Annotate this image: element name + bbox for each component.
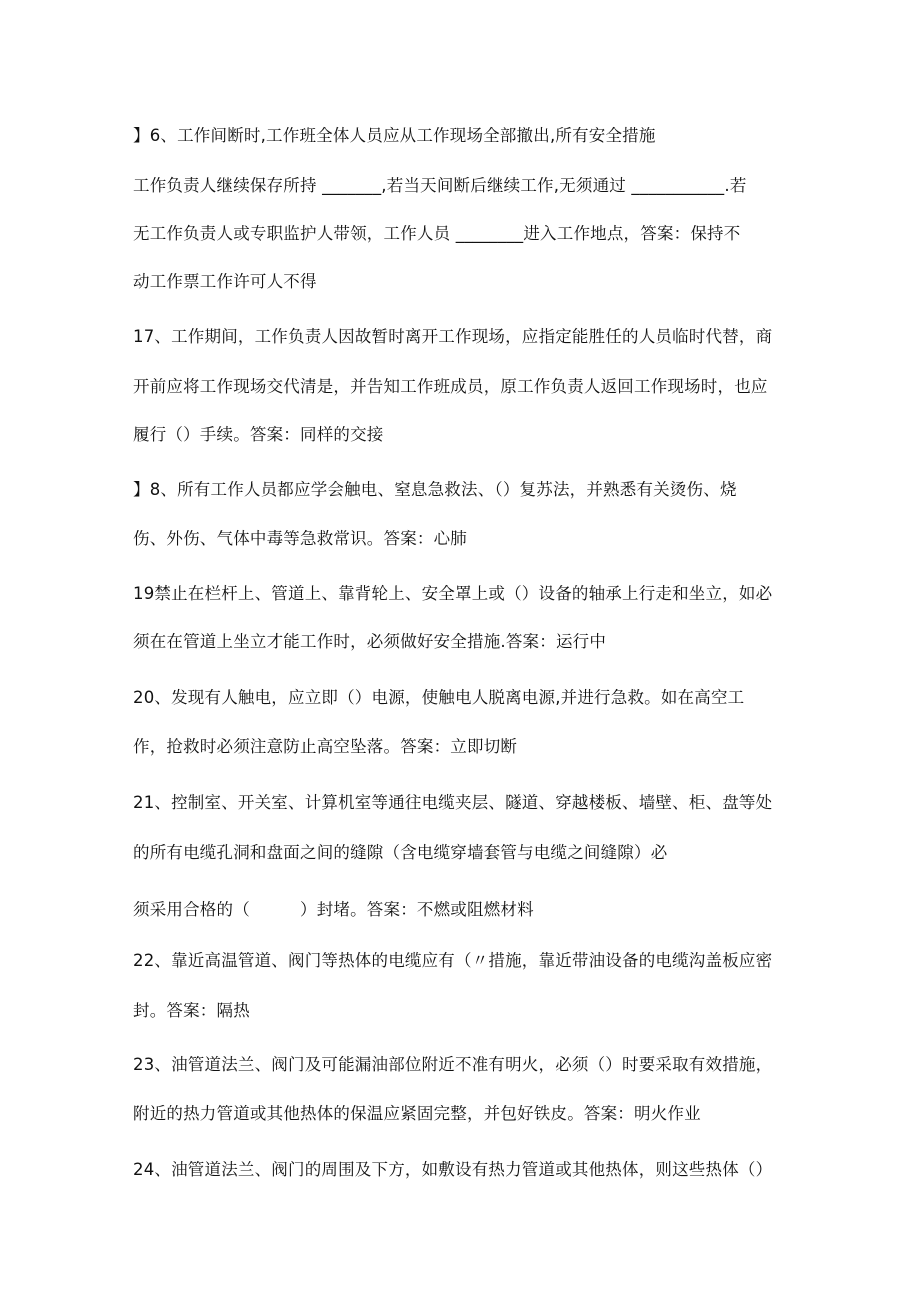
text-line: 封。答案：隔热 bbox=[133, 1001, 250, 1020]
text-line: 24、油管道法兰、阀门的周围及下方，如敷设有热力管道或其他热体，则这些热体（） bbox=[133, 1160, 773, 1179]
text-line: 20、发现有人触电，应立即（）电源，使触电人脱离电源,并进行急救。如在高空工 bbox=[133, 688, 745, 707]
text-line: 无工作负责人或专职监护人带领，工作人员 ________进入工作地点，答案：保持不 bbox=[133, 224, 741, 243]
text-line: 工作负责人继续保存所持 _______,若当天间断后继续工作,无须通过 ___________.若 bbox=[133, 176, 747, 195]
text-line: 动工作票工作许可人不得 bbox=[133, 272, 317, 291]
text-line: 】6、工作间断时,工作班全体人员应从工作现场全部撤出,所有安全措施 bbox=[133, 126, 656, 145]
text-line: 伤、外伤、气体中毒等急救常识。答案：心肺 bbox=[133, 529, 467, 548]
text-line: 的所有电缆孔洞和盘面之间的缝隙（含电缆穿墙套管与电缆之间缝隙）必 bbox=[133, 843, 668, 862]
text-line: 开前应将工作现场交代清是，并告知工作班成员，原工作负责人返回工作现场时，也应 bbox=[133, 377, 768, 396]
text-line: 23、油管道法兰、阀门及可能漏油部位附近不准有明火，必须（）时要采取有效措施， bbox=[133, 1055, 773, 1074]
text-line: 履行（）手续。答案：同样的交接 bbox=[133, 425, 384, 444]
text-line: 】8、所有工作人员都应学会触电、窒息急救法、（）复苏法，并熟悉有关烫伤、烧 bbox=[133, 480, 737, 499]
text-line: 须采用合格的（ ）封堵。答案：不燃或阻燃材料 bbox=[133, 900, 534, 919]
text-line: 附近的热力管道或其他热体的保温应紧固完整，并包好铁皮。答案：明火作业 bbox=[133, 1104, 701, 1123]
text-line: 17、工作期间，工作负责人因故暂时离开工作现场，应指定能胜任的人员临时代替，商 bbox=[133, 327, 773, 346]
text-line: 22、靠近高温管道、阀门等热体的电缆应有（〃措施，靠近带油设备的电缆沟盖板应密 bbox=[133, 951, 773, 970]
text-line: 21、控制室、开关室、计算机室等通往电缆夹层、隧道、穿越楼板、墙壁、柜、盘等处 bbox=[133, 793, 773, 812]
text-line: 须在在管道上坐立才能工作时，必须做好安全措施.答案：运行中 bbox=[133, 632, 607, 651]
text-line: 作，抢救时必须注意防止高空坠落。答案：立即切断 bbox=[133, 737, 518, 756]
text-line: 19禁止在栏杆上、管道上、靠背轮上、安全罩上或（）设备的轴承上行走和坐立，如必 bbox=[133, 584, 773, 603]
